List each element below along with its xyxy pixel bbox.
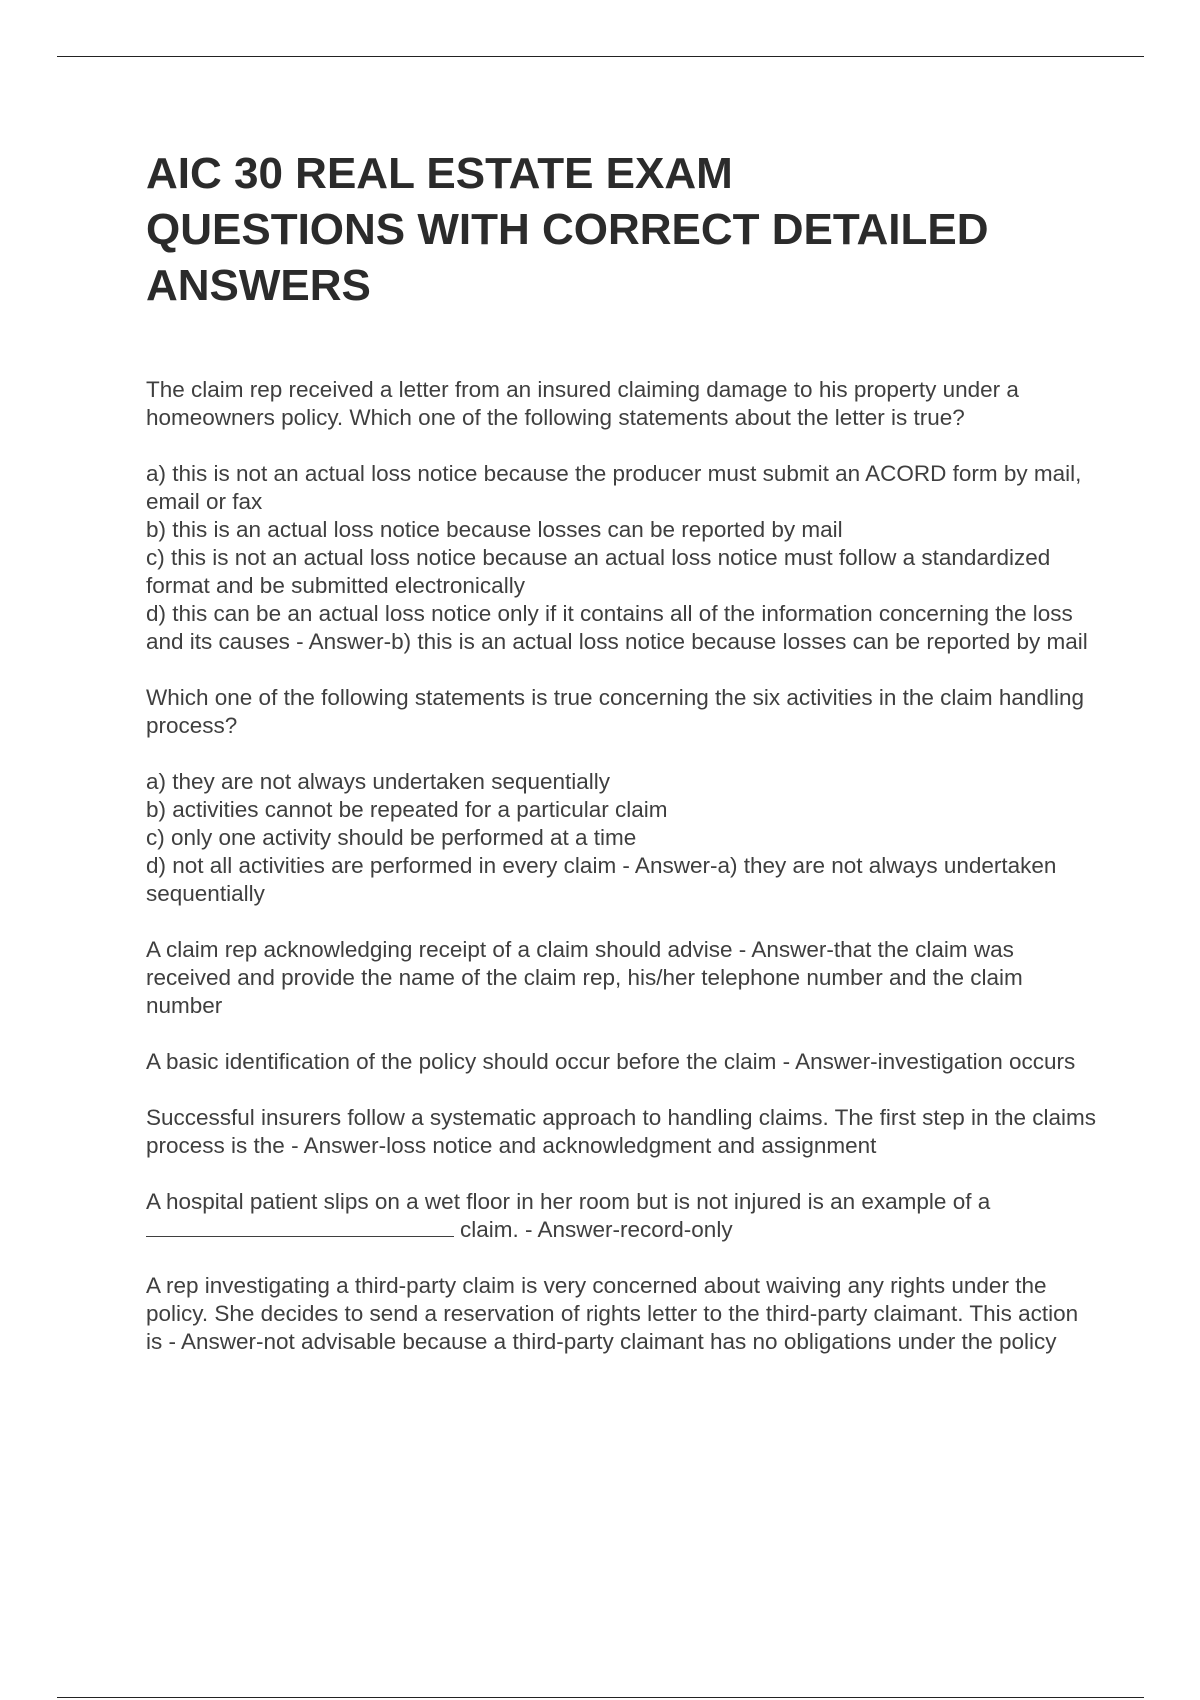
- question-1: [146, 376, 1096, 432]
- option-a: a) this is not an actual loss notice because the producer must submit an ACORD form by mail, email or fax: [146, 461, 1082, 514]
- option-d-answer: d) this can be an actual loss notice only if it contains all of the information concerning the loss and its causes - Answer-b) this is an actual loss notice because losses can be reported by mail: [146, 601, 1088, 654]
- question-4: [146, 1048, 1096, 1076]
- option-d-answer: d) not all activities are performed in every claim - Answer-a) they are not always undertaken sequentially: [146, 853, 1057, 906]
- question-answer-text: Successful insurers follow a systematic approach to handling claims. The first step in the claims process is the - Answer-loss notice and acknowledgment and assignment: [146, 1105, 1096, 1158]
- document-title: [146, 146, 1096, 314]
- bottom-rule: [57, 1697, 1144, 1698]
- question-line-1: A hospital patient slips on a wet floor in her room but is not injured is an example of a: [146, 1189, 991, 1214]
- option-b: b) activities cannot be repeated for a particular claim: [146, 797, 668, 822]
- question-answer-text: A claim rep acknowledging receipt of a claim should advise - Answer-that the claim was received and provide the name of the claim rep, his/her telephone number and the claim number: [146, 937, 1023, 1018]
- question-text: The claim rep received a letter from an insured claiming damage to his property under a homeowners policy. Which one of the following statements about the letter is true?: [146, 377, 1019, 430]
- question-answer-text: A basic identification of the policy should occur before the claim - Answer-investigation occurs: [146, 1049, 1076, 1074]
- option-a: a) they are not always undertaken sequentially: [146, 769, 611, 794]
- question-6: [146, 1188, 1096, 1244]
- question-line-2: [146, 1216, 1096, 1244]
- question-2-options: [146, 768, 1096, 908]
- top-rule: [57, 56, 1144, 57]
- question-text: Which one of the following statements is true concerning the six activities in the claim handling process?: [146, 685, 1084, 738]
- option-c: c) only one activity should be performed at a time: [146, 825, 637, 850]
- question-answer-text: A rep investigating a third-party claim is very concerned about waiving any rights under the policy. She decides to send a reservation of rights letter to the third-party claimant. This action is - Answer-not advisable because a third-party claimant has no obligations under the policy: [146, 1273, 1079, 1354]
- question-1-options: [146, 460, 1096, 656]
- question-3: [146, 936, 1096, 1020]
- answer-text: claim. - Answer-record-only: [460, 1217, 733, 1242]
- title-line-3: ANSWERS: [146, 261, 371, 310]
- question-2: [146, 684, 1096, 740]
- title-line-1: AIC 30 REAL ESTATE EXAM: [146, 149, 733, 198]
- option-b: b) this is an actual loss notice because losses can be reported by mail: [146, 517, 843, 542]
- fill-in-blank: [146, 1216, 454, 1237]
- option-c: c) this is not an actual loss notice because an actual loss notice must follow a standardized format and be submitted electronically: [146, 545, 1051, 598]
- question-5: [146, 1104, 1096, 1160]
- title-line-2: QUESTIONS WITH CORRECT DETAILED: [146, 205, 989, 254]
- document-body: [146, 146, 1096, 1384]
- question-7: [146, 1272, 1096, 1356]
